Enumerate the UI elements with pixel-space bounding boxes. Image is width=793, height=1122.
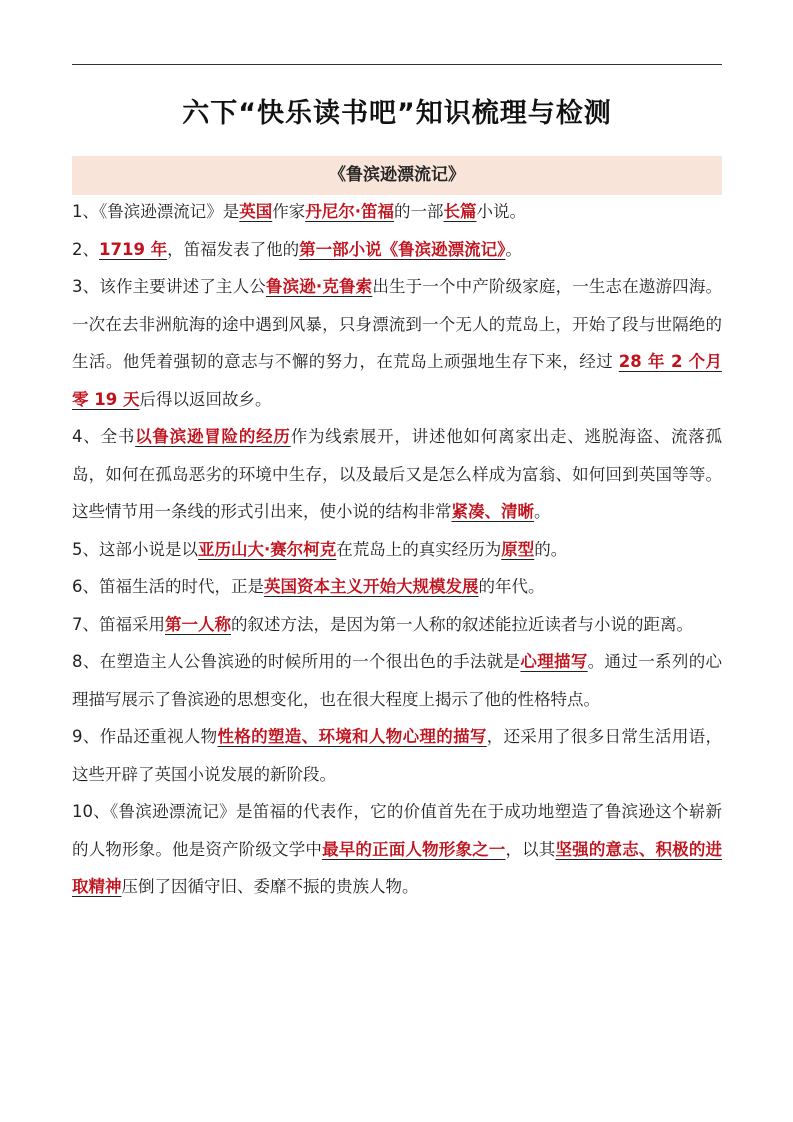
- paragraph-text: 在荒岛上的真实经历为: [336, 539, 502, 559]
- paragraph-text: 4、全书: [72, 427, 136, 446]
- document-title: 六下“快乐读书吧”知识梳理与检测: [182, 98, 612, 129]
- paragraph-text: 。: [534, 502, 551, 521]
- paragraph-text: 7、笛福采用: [72, 614, 165, 634]
- highlighted-answer: 性格的塑造、环境和人物心理的描写: [217, 727, 487, 746]
- paragraph-text: 1、《鲁滨逊漂流记》是: [72, 202, 240, 221]
- highlighted-answer: 长篇: [443, 202, 477, 221]
- paragraph-text: ，以其: [505, 839, 556, 859]
- paragraph-text: 8、在塑造主人公鲁滨逊的时候所用的一个很出色的手法就是: [72, 652, 521, 671]
- highlighted-answer: 英国资本主义开始大规模发展: [264, 577, 479, 596]
- highlighted-answer: 以鲁滨逊冒险的经历: [135, 427, 291, 446]
- paragraph-text: 小说。: [476, 202, 527, 221]
- highlighted-answer: 第一部小说《鲁滨逊漂流记》: [299, 239, 506, 259]
- highlighted-answer: 鲁滨逊·克鲁索: [265, 277, 373, 296]
- paragraph-4: [72, 418, 722, 531]
- paragraph-7: [72, 606, 722, 644]
- paragraph-1: [72, 193, 722, 231]
- paragraph-text: 压倒了因循守旧、委靡不振的贵族人物。: [121, 877, 419, 896]
- paragraph-text: 2、: [72, 239, 99, 259]
- highlighted-answer: 紧凑、清晰: [451, 502, 534, 521]
- highlighted-answer: 亚历山大·赛尔柯克: [198, 539, 337, 559]
- paragraph-6: [72, 568, 722, 606]
- highlighted-answer: 28 年 2 个月零 19 天: [72, 352, 722, 409]
- section-content: [72, 193, 722, 906]
- paragraph-text: ，还采用了很多日常生活用语，这些开辟了英国小说发展的新阶段。: [72, 727, 723, 784]
- paragraph-text: 作家: [272, 202, 306, 221]
- paragraph-text: 的年代。: [478, 577, 545, 596]
- highlighted-answer: 原型: [501, 539, 535, 559]
- paragraph-3: [72, 268, 722, 418]
- top-rule: [72, 64, 722, 65]
- paragraph-text: ，笛福发表了他的: [167, 239, 300, 259]
- paragraph-2: [72, 231, 722, 269]
- paragraph-text: 5、这部小说是以: [72, 539, 198, 559]
- highlighted-answer: 1719 年: [99, 239, 168, 259]
- highlighted-answer: 坚强的意志、积极的进取精神: [72, 839, 723, 896]
- highlighted-answer: 第一人称: [165, 614, 231, 634]
- paragraph-5: [72, 531, 722, 569]
- highlighted-answer: 丹尼尔·笛福: [305, 202, 395, 221]
- paragraph-text: 的一部: [394, 202, 444, 221]
- paragraph-9: [72, 718, 722, 793]
- section-heading: 《鲁滨逊漂流记》: [72, 156, 722, 195]
- paragraph-text: 后得以返回故乡。: [139, 389, 272, 409]
- paragraph-text: 出生于一个中产阶级家庭，一生志在遨游四海。一次在去非洲航海的途中遇到风暴，只身漂流到一个无人的荒岛上，开始了段与世隔绝的生活。他凭着强韧的意志与不懈的努力，在荒岛上顽强地生存下来，经过: [72, 277, 723, 371]
- paragraph-text: 9、作品还重视人物: [72, 727, 218, 746]
- paragraph-text: 6、笛福生活的时代，正是: [72, 577, 264, 596]
- paragraph-text: 作为线索展开，讲述他如何离家出走、逃脱海盗、流落孤岛，如何在孤岛恶劣的环境中生存，以及最后又是怎么样成为富翁、如何回到英国等等。这些情节用一条线的形式引出来，使小说的结构非常: [72, 427, 723, 521]
- paragraph-text: 的。: [534, 539, 568, 559]
- highlighted-answer: 最早的正面人物形象之一: [322, 839, 506, 859]
- paragraph-text: 的叙述方法，是因为第一人称的叙述能拉近读者与小说的距离。: [231, 614, 693, 634]
- highlighted-answer: 英国: [239, 202, 273, 221]
- paragraph-text: 3、该作主要讲述了主人公: [72, 277, 266, 296]
- paragraph-8: [72, 643, 722, 718]
- paragraph-text: 。: [505, 239, 522, 259]
- paragraph-text: 10、《鲁滨逊漂流记》是笛福的代表作，它的价值首先在于成功地塑造了鲁滨逊这个崭新的人物形象。他是资产阶级文学中: [72, 802, 722, 859]
- paragraph-text: 。通过一系列的心理描写展示了鲁滨逊的思想变化，也在很大程度上揭示了他的性格特点。: [72, 652, 723, 709]
- highlighted-answer: 心理描写: [520, 652, 588, 671]
- paragraph-10: [72, 793, 722, 906]
